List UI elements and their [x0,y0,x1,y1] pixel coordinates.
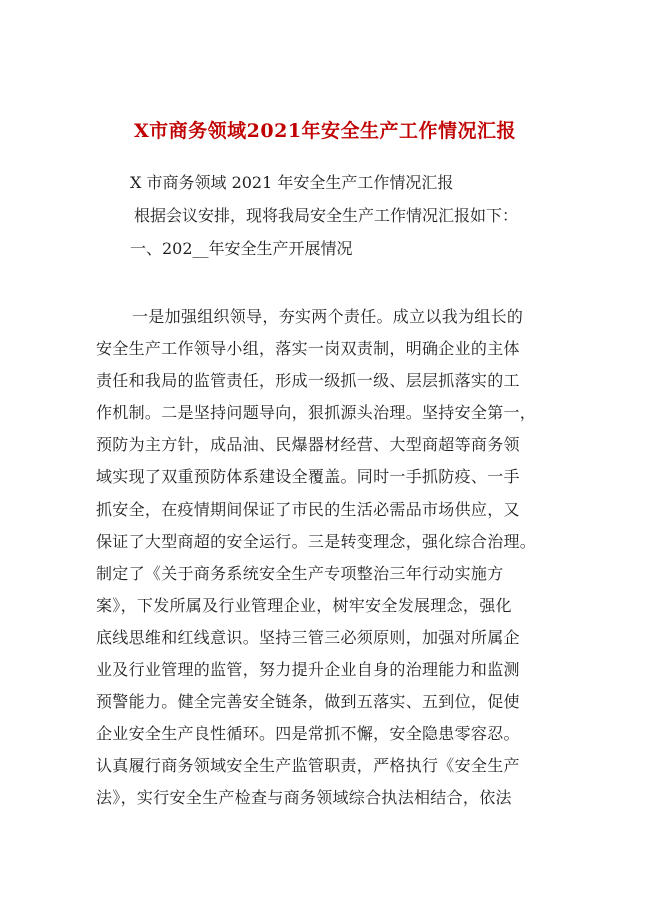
body-line: 法》，实行安全生产检查与商务领域综合执法相结合，依法 [96,788,512,808]
body-line: 认真履行商务领域安全生产监管职责，严格执行《安全生产 [96,756,520,776]
body-line: 制定了《关于商务系统安全生产专项整治三年行动实施方 [96,563,504,583]
body-line: 预警能力。健全完善安全链条，做到五落实、五到位，促使 [96,692,520,712]
body-line: 抓安全，在疫情期间保证了市民的生活必需品市场供应，又 [96,499,520,519]
intro-block [130,166,590,265]
body-line: 责任和我局的监管责任，形成一级抓一级、层层抓落实的工 [96,371,520,391]
body-line: 作机制。二是坚持问题导向，狠抓源头治理。坚持安全第一， [96,403,537,423]
intro-line-opening: 根据会议安排，现将我局安全生产工作情况汇报如下： [134,206,519,225]
document-title: X市商务领域2021年安全生产工作情况汇报 [133,120,517,142]
body-line: 一是加强组织领导，夯实两个责任。成立以我为组长的 [132,307,524,326]
body-line: 预防为主方针，成品油、民爆器材经营、大型商超等商务领 [96,435,520,455]
section-heading: 一、202__年安全生产开展情况 [130,239,353,258]
body-line: 业及行业管理的监管，努力提升企业自身的治理能力和监测 [96,660,520,680]
body-line: 底线思维和红线意识。坚持三管三必须原则，加强对所属企 [96,627,520,647]
body-line: 安全生产工作领导小组，落实一岗双责制，明确企业的主体 [96,339,520,359]
body-line: 域实现了双重预防体系建设全覆盖。同时一手抓防疫、一手 [96,467,520,487]
intro-line-subtitle: X 市商务领域 2021 年安全生产工作情况汇报 [130,173,454,192]
body-line: 保证了大型商超的安全运行。三是转变理念，强化综合治理。 [96,531,537,551]
body-line: 企业安全生产良性循环。四是常抓不懈，安全隐患零容忍。 [96,724,520,744]
body-line: 案》，下发所属及行业管理企业，树牢安全发展理念，强化 [96,595,512,615]
body-paragraph [96,301,561,815]
